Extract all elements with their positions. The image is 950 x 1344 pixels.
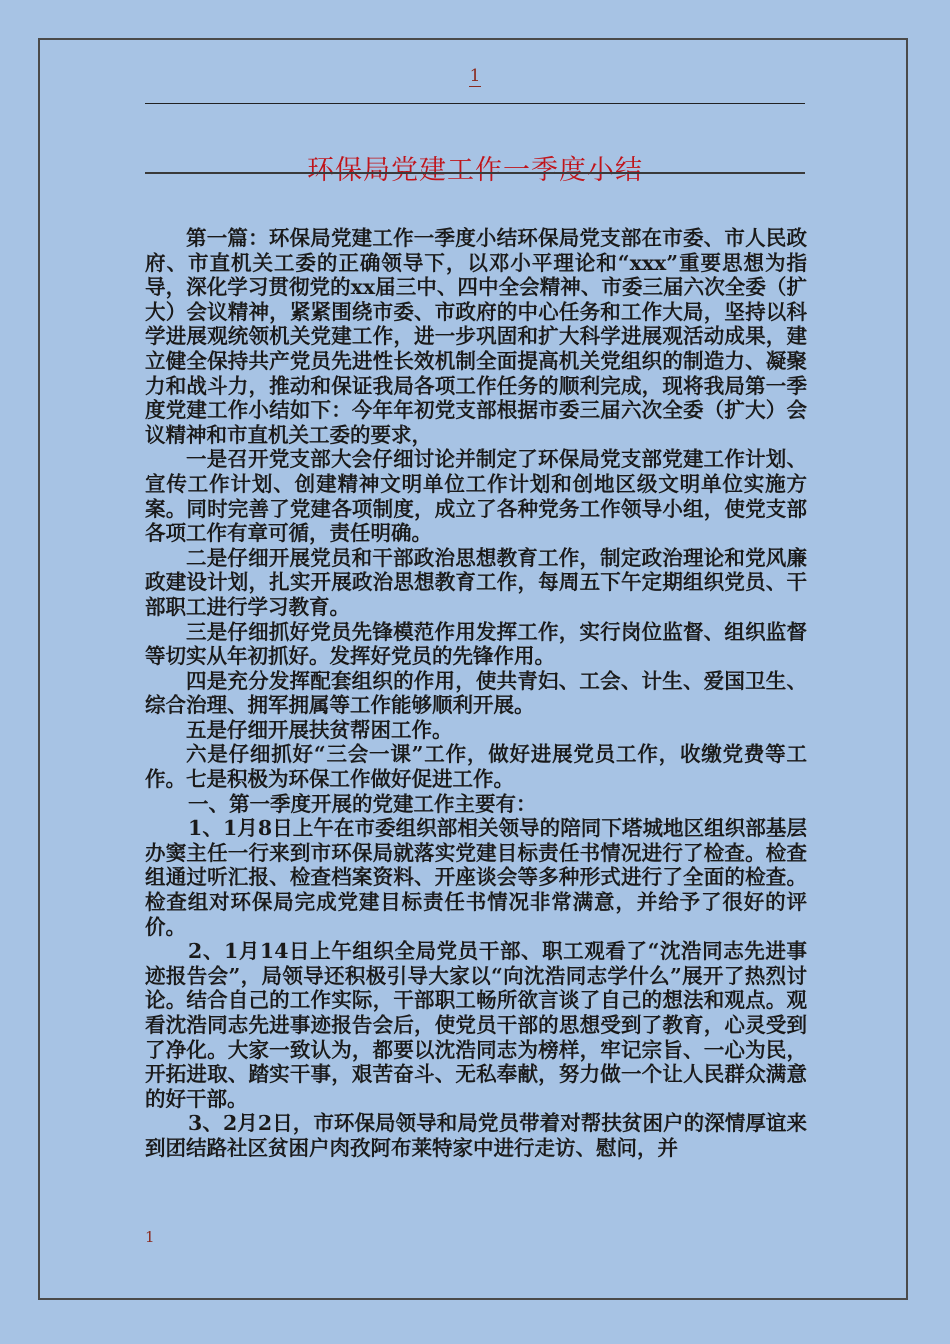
paragraph-item-3: 三是仔细抓好党员先锋模范作用发挥工作，实行岗位监督、组织监督等切实从年初抓好。发挥好党员的先锋作用。 xyxy=(145,619,807,669)
header-rule xyxy=(145,103,805,104)
paragraph-item-2: 二是仔细开展党员和干部政治思想教育工作，制定政治理论和党风廉政建设计划，扎实开展政治思想教育工作，每周五下午定期组织党员、干部职工进行学习教育。 xyxy=(145,545,807,619)
paragraph-item-5: 五是仔细开展扶贫帮困工作。 xyxy=(186,717,453,742)
paragraph-item-6: 六是仔细抓好“三会一课”工作，做好进展党员工作，收缴党费等工作。七是积极为环保工作做好促进工作。 xyxy=(145,742,807,792)
paragraph-event-1: 1、1月8日上午在市委组织部相关领导的陪同下塔城地区组织部基层办窦主任一行来到市环保局就落实党建目标责任书情况进行了检查。检查组通过听汇报、检查档案资料、开座谈会等多种形式进行了全面的检查。检查组对环保局完成党建目标责任书情况非常满意，并给予了很好的评价。 xyxy=(145,816,807,939)
paragraph-event-2: 2、1月14日上午组织全局党员干部、职工观看了“沈浩同志先进事迹报告会”，局领导还积极引导大家以“向沈浩同志学什么”展开了热烈讨论。结合自己的工作实际，干部职工畅所欲言谈了自己的想法和观点。观看沈浩同志先进事迹报告会后，使党员干部的思想受到了教育，心灵受到了净化。大家一致认为，都要以沈浩同志为榜样，牢记宗旨、一心为民，开拓进取、踏实干事，艰苦奋斗、无私奉献，努力做一个让人民群众满意的好干部。 xyxy=(145,939,807,1111)
paragraph-item-4: 四是充分发挥配套组织的作用，使共青妇、工会、计生、爱国卫生、综合治理、拥军拥属等工作能够顺利开展。 xyxy=(145,668,807,718)
paragraph-item-1: 一是召开党支部大会仔细讨论并制定了环保局党支部党建工作计划、宣传工作计划、创建精神文明单位工作计划和创地区级文明单位实施方案。同时完善了党建各项制度，成立了各种党务工作领导小组，使党支部各项工作有章可循，责任明确。 xyxy=(145,447,807,546)
document-title: 环保局党建工作一季度小结 xyxy=(307,155,643,187)
paragraph-intro: 第一篇：环保局党建工作一季度小结环保局党支部在市委、市人民政府、市直机关工委的正确领导下，以邓小平理论和“xxx”重要思想为指导，深化学习贯彻党的xx届三中、四中全会精神、市委三届六次全委（扩大）会议精神，紧紧围绕市委、市政府的中心任务和工作大局，坚持以科学进展观统领机关党建工作，进一步巩固和扩大科学进展观活动成果，建立健全保持共产党员先进性长效机制全面提高机关党组织的制造力、凝聚力和战斗力，推动和保证我局各项工作任务的顺利完成，现将我局第一季度党建工作小结如下：今年年初党支部根据市委三届六次全委（扩大）会议精神和市直机关工委的要求， xyxy=(145,226,807,447)
paragraph-event-3: 3、2月2日，市环保局领导和局党员带着对帮扶贫困户的深情厚谊来到团结路社区贫困户肉孜阿布莱特家中进行走访、慰问，并 xyxy=(145,1111,807,1160)
footer-page-number: 1 xyxy=(145,1228,155,1246)
header-page-number: 1 xyxy=(469,66,481,86)
title-rule xyxy=(145,172,805,174)
document-body xyxy=(145,226,807,1161)
section-heading: 一、第一季度开展的党建工作主要有： xyxy=(188,791,537,816)
